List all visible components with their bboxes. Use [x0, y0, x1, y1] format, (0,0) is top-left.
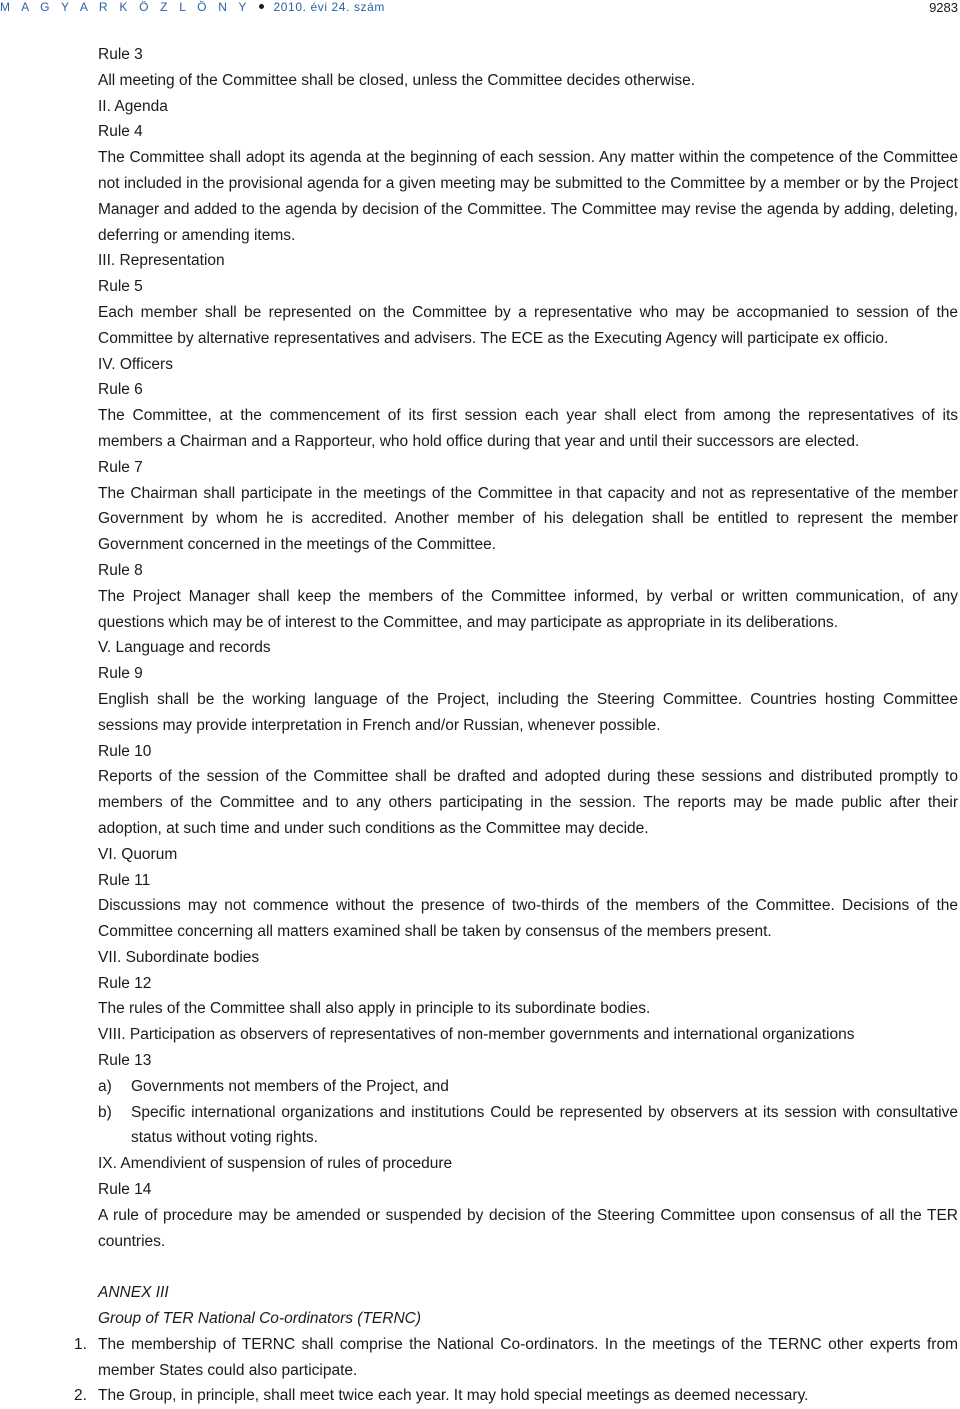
- rule-heading: Rule 5: [98, 278, 143, 296]
- item-number: 2.: [74, 1387, 87, 1405]
- numbered-item: [74, 1332, 958, 1384]
- paragraph-spacer: [98, 1254, 958, 1280]
- rule-heading: Rule 10: [98, 742, 152, 760]
- rule-text: Discussions may not commence without the presence of two-thirds of the members of the Committee. Decisions of the Committee concerning all matters examined shall be taken by consensus of the members present.: [98, 897, 958, 941]
- rule-heading: Rule 3: [98, 46, 143, 63]
- section-heading: VII. Subordinate bodies: [98, 948, 260, 966]
- rule-text: English shall be the working language of the Project, including the Steering Committee. Countries hosting Committee sessions may provide interpretation in French and/or Russian, whenever possible.: [98, 690, 958, 734]
- rule-heading: Rule 12: [98, 974, 152, 992]
- item-number: 1.: [74, 1335, 87, 1353]
- numbered-item-text: The membership of TERNC shall comprise the National Co-ordinators. In the meetings of the TERNC other experts from member States could also participate.: [98, 1335, 958, 1379]
- section-heading: VI. Quorum: [98, 845, 178, 863]
- list-item-text: Governments not members of the Project, and: [131, 1077, 449, 1095]
- document-body: [74, 42, 958, 1409]
- rule-heading: Rule 11: [98, 871, 151, 889]
- annex-subtitle: Group of TER National Co-ordinators (TERNC): [98, 1310, 422, 1328]
- rule-heading: Rule 9: [98, 665, 143, 683]
- rule-heading: Rule 13: [98, 1052, 152, 1070]
- rule-text: The Project Manager shall keep the members of the Committee informed, by verbal or written communication, of any questions which may be of interest to the Committee, and may participate as appropriate in its deliberations.: [98, 587, 958, 631]
- rule-heading: Rule 4: [98, 123, 143, 141]
- section-heading: II. Agenda: [98, 97, 168, 115]
- section-heading: V. Language and records: [98, 639, 271, 657]
- list-item-label: b): [98, 1103, 112, 1121]
- running-head: [0, 0, 385, 14]
- section-heading: IX. Amendivient of suspension of rules of procedure: [98, 1155, 453, 1173]
- list-item-text: Specific international organizations and institutions Could be represented by observers at its session with consultative status without voting rights.: [131, 1103, 958, 1147]
- numbered-item: [74, 1383, 958, 1409]
- rule-text: Each member shall be represented on the Committee by a representative who may be accopmanied to session of the Committee by alternative representatives and advisers. The ECE as the Executing Agency will participate ex officio.: [98, 303, 958, 347]
- rule-heading: Rule 6: [98, 381, 143, 399]
- list-item: [98, 1074, 958, 1100]
- journal-name: M A G Y A R K Ö Z L Ö N Y: [0, 0, 251, 14]
- list-item-label: a): [98, 1077, 112, 1095]
- rule-text: The Chairman shall participate in the meetings of the Committee in that capacity and not as representative of the member Government by whom he is accredited. Another member of his delegation shall be entitled to represent the member Government concerned in the meetings of the Committee.: [98, 484, 958, 554]
- issue-date: 2010. évi 24. szám: [273, 0, 386, 14]
- rule-text: A rule of procedure may be amended or suspended by decision of the Steering Committee upon consensus of all the TER countries.: [98, 1206, 958, 1250]
- rule-heading: Rule 8: [98, 561, 143, 579]
- page-number: 9283: [929, 0, 958, 15]
- section-heading: VIII. Participation as observers of representatives of non-member governments and international organizations: [98, 1026, 855, 1044]
- list-item: [98, 1100, 958, 1152]
- numbered-item-text: The Group, in principle, shall meet twice each year. It may hold special meetings as deemed necessary.: [98, 1387, 809, 1405]
- rule-text: All meeting of the Committee shall be closed, unless the Committee decides otherwise.: [98, 71, 696, 89]
- section-heading: IV. Officers: [98, 355, 173, 373]
- bullet-separator: [259, 4, 264, 9]
- rule-heading: Rule 7: [98, 458, 143, 476]
- rule-text: The rules of the Committee shall also apply in principle to its subordinate bodies.: [98, 1000, 651, 1018]
- rule-text: The Committee, at the commencement of its first session each year shall elect from among the representatives of its members a Chairman and a Rapporteur, who hold office during that year and until their successors are elected.: [98, 407, 958, 450]
- page-header: [0, 0, 960, 14]
- rule-heading: Rule 14: [98, 1181, 152, 1199]
- annex-title: ANNEX III: [98, 1284, 169, 1302]
- rule-text: Reports of the session of the Committee shall be drafted and adopted during these sessions and distributed promptly to members of the Committee and to any others participating in the session. The reports may be made public after their adoption, at such time and under such conditions as the Committee may decide.: [98, 768, 958, 837]
- section-heading: III. Representation: [98, 252, 225, 270]
- rule-text: The Committee shall adopt its agenda at the beginning of each session. Any matter within the competence of the Committee not included in the provisional agenda for a given meeting may be submitted to the Committee by a member or by the Project Manager and added to the agenda by decision of the Committee. The Committee may revise the agenda by adding, deleting, deferring or amending items.: [98, 149, 958, 244]
